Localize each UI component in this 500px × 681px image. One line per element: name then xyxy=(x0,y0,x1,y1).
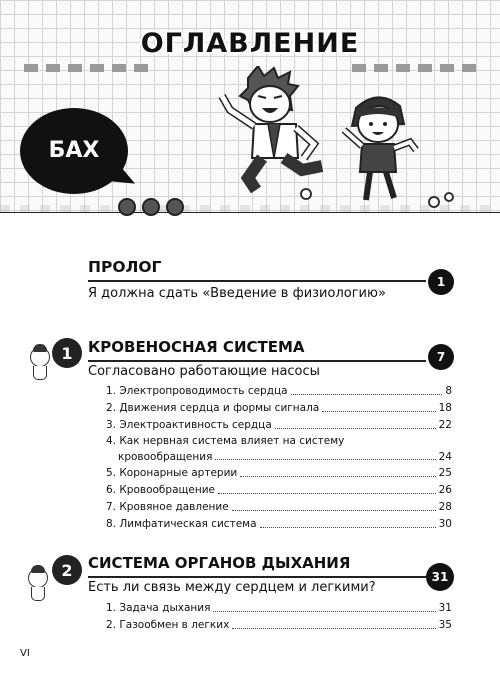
page-number: VI xyxy=(20,648,30,659)
dot-leader xyxy=(260,527,436,528)
toc-entry[interactable] xyxy=(106,398,452,415)
toc-entry-label: 4. Как нервная система влияет на систему xyxy=(106,435,345,447)
character-face-icon xyxy=(30,347,50,367)
dot-leader xyxy=(215,459,435,460)
toc-entry-label: 5. Коронарные артерии xyxy=(106,467,238,479)
chapter-1-subtitle: Согласовано работающие насосы xyxy=(88,364,320,379)
toc-entry-page: 24 xyxy=(438,451,452,463)
sound-effect-text: БАХ xyxy=(48,138,100,163)
toc-entry-label: 6. Кровообращение xyxy=(106,484,216,496)
blood-cell-characters xyxy=(118,198,184,216)
dust-puff-icon xyxy=(300,188,312,200)
dot-leader xyxy=(322,411,435,412)
toc-entry-page: 8 xyxy=(445,385,452,397)
chapter-1-page-badge: 7 xyxy=(428,344,454,370)
toc-entry-label: 1. Электропроводимость сердца xyxy=(106,385,288,397)
dot-leader xyxy=(240,476,435,477)
decorative-tiles-left xyxy=(24,64,148,72)
dot-leader xyxy=(218,493,436,494)
dot-leader xyxy=(232,628,435,629)
toc-entry-label: 2. Газообмен в легких xyxy=(106,619,230,631)
chapter-1-toc-list xyxy=(106,381,452,531)
toc-entry-page: 31 xyxy=(438,602,452,614)
decorative-tiles-right xyxy=(352,64,476,72)
toc-entry-label-continued: кровообращения xyxy=(118,451,213,463)
character-body-icon xyxy=(33,366,47,380)
toc-entry-page: 30 xyxy=(438,518,452,530)
toc-entry[interactable] xyxy=(106,463,452,480)
dot-leader xyxy=(291,394,443,395)
toc-entry[interactable] xyxy=(106,480,452,497)
running-man-illustration xyxy=(218,66,338,196)
toc-entry-page: 18 xyxy=(438,402,452,414)
character-face-icon xyxy=(28,568,48,588)
toc-entry-page: 28 xyxy=(438,501,452,513)
chapter-2-page-badge: 31 xyxy=(426,563,454,591)
prolog-page-badge: 1 xyxy=(428,269,454,295)
toc-entry-page: 35 xyxy=(438,619,452,631)
divider xyxy=(88,576,426,578)
toc-entry[interactable] xyxy=(106,432,452,463)
dot-leader xyxy=(232,510,436,511)
dot-leader xyxy=(213,611,435,612)
chapter-1-number: 1 xyxy=(52,338,82,368)
toc-entry[interactable] xyxy=(106,615,452,632)
divider xyxy=(88,360,426,362)
divider xyxy=(88,280,426,282)
prolog-title: ПРОЛОГ xyxy=(88,258,162,276)
toc-entry-label: 3. Электроактивность сердца xyxy=(106,419,272,431)
chapter-2-title: СИСТЕМА ОРГАНОВ ДЫХАНИЯ xyxy=(88,554,351,572)
chapter-2-subtitle: Есть ли связь между сердцем и легкими? xyxy=(88,580,376,595)
toc-entry-label: 7. Кровяное давление xyxy=(106,501,229,513)
toc-entry-page: 25 xyxy=(438,467,452,479)
toc-entry[interactable] xyxy=(106,415,452,432)
toc-entry[interactable] xyxy=(106,514,452,531)
dot-leader xyxy=(275,428,436,429)
toc-entry-label: 2. Движения сердца и формы сигнала xyxy=(106,402,320,414)
running-girl-illustration xyxy=(338,88,428,208)
toc-entry-label: 1. Задача дыхания xyxy=(106,602,211,614)
toc-entry-page: 26 xyxy=(438,484,452,496)
toc-entry-label: 8. Лимфатическая система xyxy=(106,518,257,530)
chapter-2-number: 2 xyxy=(52,555,82,585)
chapter-1-title: КРОВЕНОСНАЯ СИСТЕМА xyxy=(88,338,305,356)
chapter-2-toc-list xyxy=(106,598,452,632)
dust-puff-icon xyxy=(444,192,454,202)
dust-puff-icon xyxy=(428,196,440,208)
toc-entry[interactable] xyxy=(106,598,452,615)
toc-entry[interactable] xyxy=(106,497,452,514)
character-body-icon xyxy=(31,587,45,601)
ground-line xyxy=(0,212,500,228)
prolog-subtitle: Я должна сдать «Введение в физиологию» xyxy=(88,286,386,301)
toc-entry[interactable] xyxy=(106,381,452,398)
toc-entry-page: 22 xyxy=(438,419,452,431)
page-title: ОГЛАВЛЕНИЕ xyxy=(140,28,360,59)
